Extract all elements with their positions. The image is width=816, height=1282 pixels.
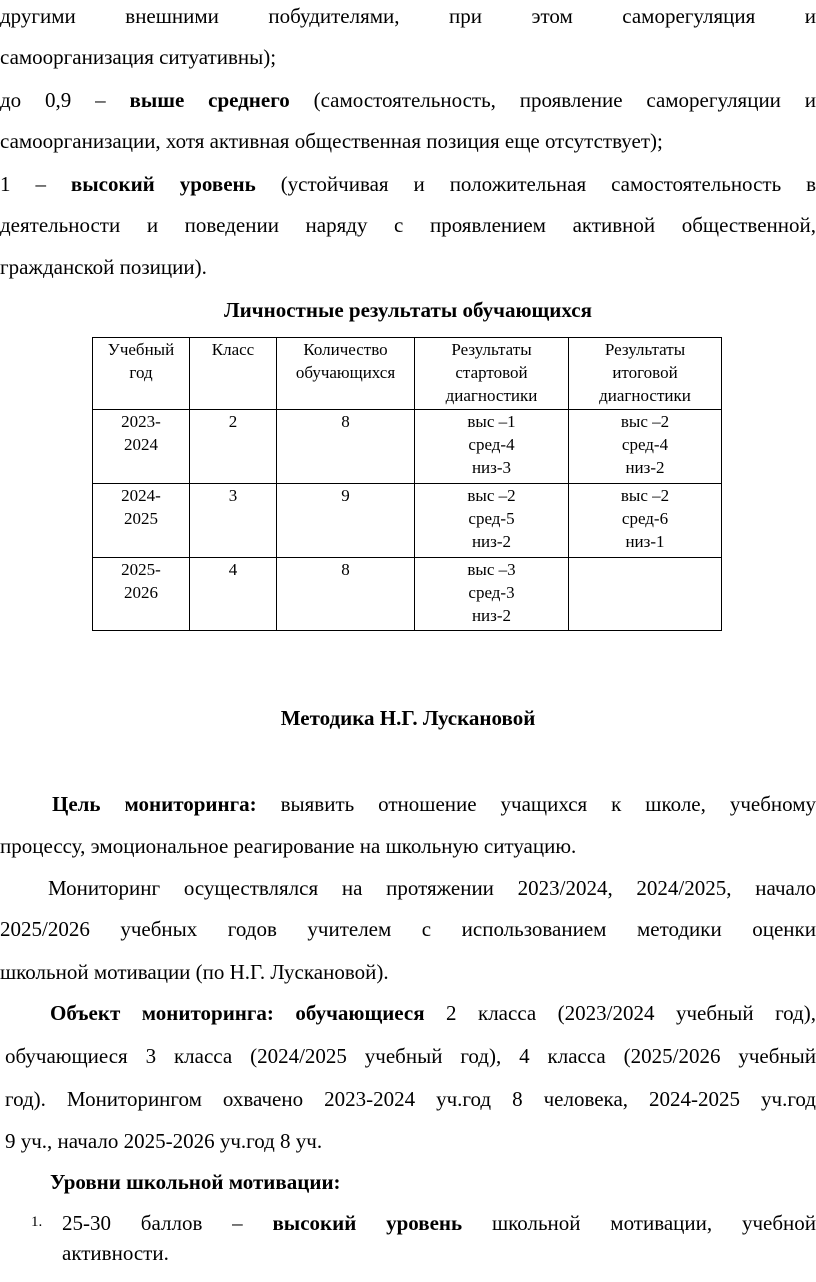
table-row	[93, 484, 722, 558]
monitoring-line: Мониторинг осуществлялся на протяжении 2023/2024, 2024/2025, начало	[48, 876, 816, 900]
table-header-row	[93, 338, 722, 410]
text: 1 –	[0, 172, 46, 196]
goal-line: процессу, эмоциональное реагирование на школьную ситуацию.	[0, 834, 577, 858]
levels-title: Уровни школьной мотивации:	[50, 1170, 341, 1194]
table-cell: 2	[190, 410, 277, 484]
table-cell: 2024- 2025	[93, 484, 190, 558]
table-row	[93, 410, 722, 484]
object-line	[50, 1001, 816, 1025]
text: выявить отношение учащихся к школе, учебному	[280, 792, 816, 816]
object-line: обучающиеся 3 класса (2024/2025 учебный год), 4 класса (2025/2026 учебный	[5, 1044, 816, 1068]
table-cell: выс –3 сред-3 низ-2	[415, 558, 569, 631]
text: 2 класса (2023/2024 учебный год),	[446, 1001, 816, 1025]
table-row	[93, 558, 722, 631]
text: (устойчивая и положительная самостоятельность в	[280, 172, 816, 196]
paragraph-line	[0, 172, 816, 196]
table-cell: 4	[190, 558, 277, 631]
header-cell: Результаты стартовой диагностики	[415, 338, 569, 410]
text: школьной мотивации, учебной	[491, 1211, 816, 1235]
header-cell: Результаты итоговой диагностики	[569, 338, 722, 410]
table-cell: 3	[190, 484, 277, 558]
table-cell	[569, 558, 722, 631]
object-line: 9 уч., начало 2025-2026 уч.год 8 уч.	[5, 1129, 323, 1153]
paragraph-line: деятельности и поведении наряду с проявлением активной общественной,	[0, 213, 816, 237]
text: 25-30 баллов –	[62, 1211, 243, 1235]
table-cell: 8	[277, 410, 415, 484]
text: (самостоятельность, проявление саморегуляции и	[313, 88, 816, 112]
table-cell: выс –2 сред-6 низ-1	[569, 484, 722, 558]
results-table	[92, 337, 722, 631]
bold-term: выше среднего	[129, 88, 290, 112]
header-cell: Класс	[190, 338, 277, 410]
table-cell: 2023- 2024	[93, 410, 190, 484]
table-cell: выс –2 сред-4 низ-2	[569, 410, 722, 484]
method-title: Методика Н.Г. Лускановой	[280, 706, 536, 730]
header-cell: Количество обучающихся	[277, 338, 415, 410]
bold-term: высокий уровень	[272, 1211, 463, 1235]
paragraph-line: самоорганизация ситуативны);	[0, 45, 277, 69]
goal-label: Цель мониторинга:	[52, 792, 257, 816]
text: до 0,9 –	[0, 88, 106, 112]
list-number: 1.	[31, 1214, 43, 1230]
monitoring-line: 2025/2026 учебных годов учителем с использованием методики оценки	[0, 917, 816, 941]
table-cell: выс –1 сред-4 низ-3	[415, 410, 569, 484]
table-cell: 8	[277, 558, 415, 631]
bold-term: высокий уровень	[70, 172, 256, 196]
table-cell: 2025- 2026	[93, 558, 190, 631]
goal-line	[52, 792, 816, 816]
list-item-line: активности.	[62, 1241, 169, 1265]
monitoring-line: школьной мотивации (по Н.Г. Лускановой).	[0, 960, 389, 984]
object-label: Объект мониторинга: обучающиеся	[50, 1001, 425, 1025]
table-title: Личностные результаты обучающихся	[224, 298, 592, 322]
paragraph-line: самоорганизации, хотя активная общественная позиция еще отсутствует);	[0, 129, 663, 153]
table-cell: выс –2 сред-5 низ-2	[415, 484, 569, 558]
table-cell: 9	[277, 484, 415, 558]
paragraph-line: другими внешними побудителями, при этом саморегуляция и	[0, 4, 816, 28]
paragraph-line: гражданской позиции).	[0, 255, 207, 279]
paragraph-line	[0, 88, 816, 112]
list-item	[62, 1211, 816, 1235]
object-line: год). Мониторингом охвачено 2023-2024 уч.год 8 человека, 2024-2025 уч.год	[5, 1087, 816, 1111]
header-cell: Учебный год	[93, 338, 190, 410]
